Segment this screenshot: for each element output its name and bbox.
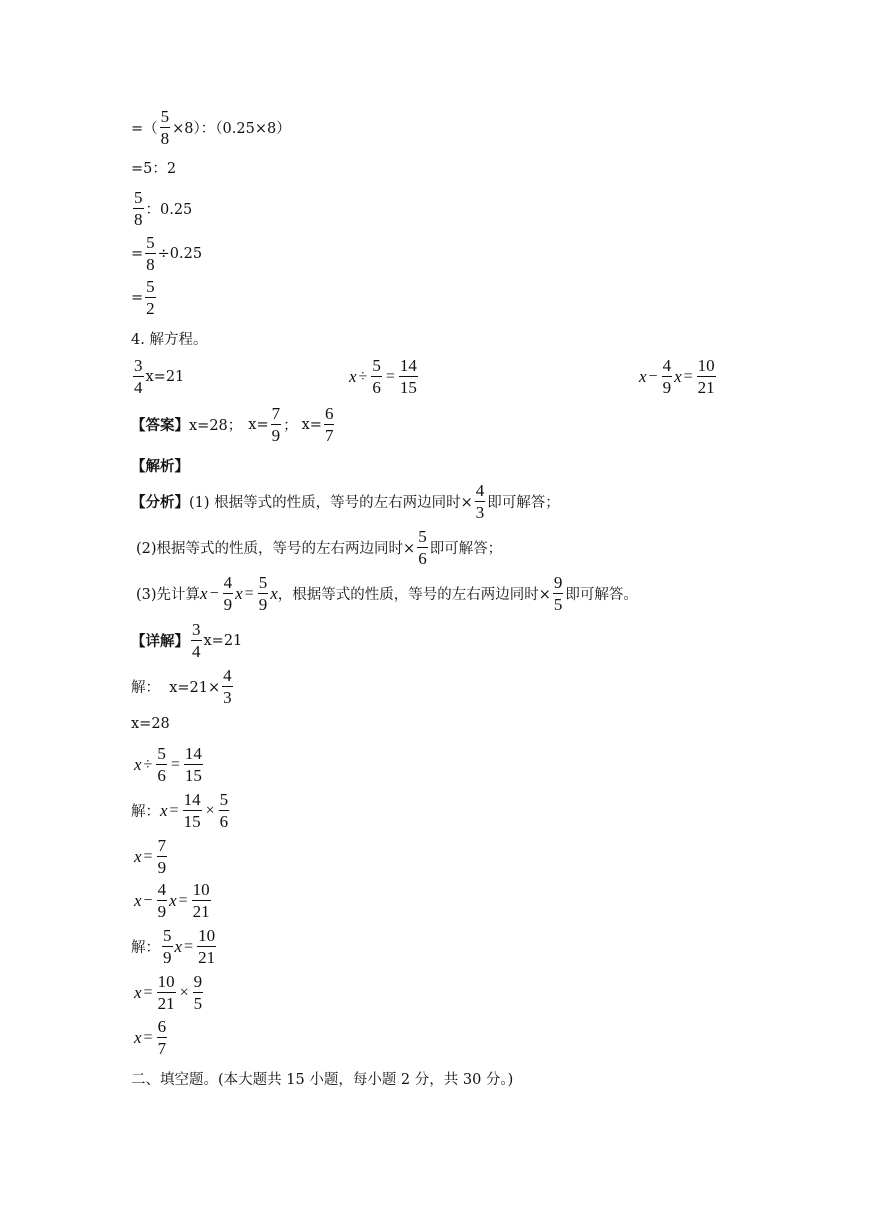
operator: = (143, 1028, 153, 1046)
detail-line-2: 解： x=21× $\frac{4}{3}$ (131, 666, 232, 707)
variable: x (134, 1027, 142, 1047)
analysis-heading: 【解析】 (131, 458, 189, 475)
denominator: 6 (157, 766, 166, 785)
fraction (324, 404, 335, 445)
operator: = (178, 891, 188, 909)
numerator: 4 (223, 573, 233, 592)
numerator: 14 (399, 356, 417, 375)
numerator: 5 (146, 233, 155, 252)
numerator: 5 (258, 573, 268, 592)
denominator: 9 (157, 858, 167, 877)
fraction (145, 233, 156, 274)
denominator: 5 (553, 595, 563, 614)
fraction (162, 926, 173, 967)
numerator: 9 (553, 573, 563, 592)
detail-label: 【详解】 (131, 633, 189, 650)
fraction (192, 880, 211, 921)
answer-line: 【答案】 x=28； x= $\frac{7}{9}$ ； x= $\frac{6}{7}$ (131, 404, 334, 445)
analysis-point-2: (2)根据等式的性质，等号的左右两边同时× $\frac{5}{6}$ 即可解答； (136, 527, 503, 568)
operator: − (143, 891, 153, 909)
operator: = (385, 367, 395, 385)
operator: = (143, 847, 153, 865)
variable: x (134, 754, 142, 774)
fraction (156, 744, 167, 785)
fraction (183, 790, 202, 831)
variable: x (639, 366, 647, 386)
variable: x (169, 890, 177, 910)
variable: x (134, 982, 142, 1002)
denominator: 6 (418, 549, 427, 568)
variable: x (270, 583, 278, 603)
ratio-step-1-rest: ×8）：（0.25×8） (172, 121, 291, 137)
fraction (662, 356, 673, 397)
denominator: 9 (258, 595, 268, 614)
numerator: 14 (183, 790, 201, 809)
operator: = (683, 367, 693, 385)
variable: x (134, 890, 142, 910)
ratio-step-1 (131, 107, 291, 148)
numerator: 3 (134, 356, 143, 375)
fraction (133, 188, 144, 229)
denominator: 2 (146, 299, 155, 318)
variable: x (174, 936, 183, 956)
operator: = (170, 755, 180, 773)
detail-line-7 (134, 880, 213, 921)
detail-line-6 (134, 836, 169, 877)
denominator: 6 (219, 812, 229, 831)
operator: = (143, 983, 153, 1001)
detail-line-10 (134, 1017, 169, 1058)
denominator: 7 (157, 1039, 167, 1058)
equation-3 (639, 356, 718, 397)
denominator: 9 (157, 902, 167, 921)
numerator: 10 (697, 356, 715, 375)
fraction (258, 573, 269, 614)
ratio-step-3: $\frac{5}{8}$ ：0.25 (134, 188, 193, 229)
operator: − (648, 367, 658, 385)
variable: x (134, 846, 142, 866)
ratio-step-5: = $\frac{5}{2}$ (131, 277, 155, 318)
ratio-step-1-prefix: =（ (131, 121, 158, 137)
denominator: 7 (324, 426, 334, 445)
analysis-point-1: 【分析】 (1) 根据等式的性质，等号的左右两边同时× $\frac{4}{3}$ 即可解答； (131, 481, 560, 522)
numerator: 5 (134, 188, 143, 207)
denominator: 9 (163, 948, 172, 967)
numerator: 7 (271, 404, 281, 423)
fraction (553, 573, 564, 614)
ratio-step-2: =5：2 (131, 161, 177, 177)
equation-2 (349, 356, 420, 397)
fraction (157, 836, 168, 877)
detail-line-1: 【详解】 $\frac{3}{4}$ x=21 (131, 620, 243, 661)
fraction (197, 926, 216, 967)
numerator: 4 (223, 666, 232, 685)
detail-line-3: x=28 (131, 716, 170, 732)
numerator: 5 (157, 744, 166, 763)
denominator: 9 (662, 378, 672, 397)
variable: x (349, 366, 357, 386)
fraction (157, 880, 168, 921)
fraction (371, 356, 382, 397)
numerator: 4 (662, 356, 672, 375)
numerator: 5 (418, 527, 427, 546)
variable: x (235, 583, 243, 603)
operator: × (205, 801, 215, 819)
fraction (145, 277, 156, 318)
denominator: 15 (183, 812, 201, 831)
operator: ÷ (143, 755, 153, 773)
numerator: 3 (192, 620, 201, 639)
numerator: 6 (324, 404, 334, 423)
numerator: 10 (192, 880, 210, 899)
denominator: 4 (192, 642, 201, 661)
denominator: 21 (697, 378, 715, 397)
operator: = (184, 937, 194, 955)
fraction (417, 527, 428, 568)
denominator: 8 (146, 255, 155, 274)
fraction (475, 481, 486, 522)
operator: = (169, 801, 179, 819)
fraction (157, 972, 176, 1013)
answer-label: 【答案】 (131, 417, 189, 434)
numerator: 5 (163, 926, 172, 945)
denominator: 5 (193, 994, 203, 1013)
numerator: 5 (219, 790, 229, 809)
numerator: 7 (157, 836, 167, 855)
operator: × (179, 983, 189, 1001)
denominator: 3 (475, 503, 485, 522)
detail-line-9 (134, 972, 205, 1013)
ratio-step-4: = $\frac{5}{8}$ ÷0.25 (131, 233, 203, 274)
detail-line-4 (134, 744, 205, 785)
numerator: 10 (198, 926, 216, 945)
fraction (219, 790, 230, 831)
fraction (222, 666, 233, 707)
denominator: 6 (372, 378, 381, 397)
denominator: 3 (223, 688, 232, 707)
numerator: 9 (193, 972, 203, 991)
denominator: 15 (399, 378, 417, 397)
operator: ÷ (358, 367, 368, 385)
numerator: 14 (184, 744, 202, 763)
fraction (223, 573, 234, 614)
operator: − (209, 584, 219, 602)
denominator: 15 (184, 766, 202, 785)
fraction (271, 404, 282, 445)
fraction (191, 620, 202, 661)
analysis-point-3: (3)先计算 x − $\frac{4}{9}$ x = $\frac{5}{9}$ x ，根据等式的性质，等号的左右两边同时× $\frac{9}{5}$ 即可解答。 (136, 573, 638, 614)
denominator: 21 (157, 994, 175, 1013)
fraction (160, 107, 171, 148)
variable: x (160, 800, 168, 820)
denominator: 9 (223, 595, 233, 614)
detail-line-8: 解： $\frac{5}{9}$ x = $\frac{10}{21}$ (131, 926, 216, 967)
numerator: 5 (372, 356, 381, 375)
numerator: 4 (157, 880, 167, 899)
fraction (184, 744, 203, 785)
numerator: 5 (160, 107, 170, 126)
denominator: 8 (160, 129, 170, 148)
denominator: 21 (192, 902, 210, 921)
denominator: 21 (198, 948, 216, 967)
numerator: 10 (157, 972, 175, 991)
fraction (697, 356, 716, 397)
fraction (193, 972, 204, 1013)
equation-1: $\frac{3}{4}$ x=21 (134, 356, 185, 397)
fraction (157, 1017, 168, 1058)
detail-line-5: 解： x = $\frac{14}{15}$ × $\frac{5}{6}$ (131, 790, 229, 831)
fraction (133, 356, 144, 397)
operator: = (244, 584, 254, 602)
numerator: 4 (475, 481, 485, 500)
numerator: 6 (157, 1017, 167, 1036)
denominator: 8 (134, 210, 143, 229)
question-4-title: 4. 解方程。 (131, 332, 208, 348)
denominator: 9 (271, 426, 281, 445)
section-2-title: 二、填空题。(本大题共 15 小题，每小题 2 分，共 30 分。) (131, 1072, 514, 1088)
variable: x (200, 583, 208, 603)
denominator: 4 (134, 378, 143, 397)
variable: x (674, 366, 682, 386)
numerator: 5 (146, 277, 155, 296)
fraction (399, 356, 418, 397)
